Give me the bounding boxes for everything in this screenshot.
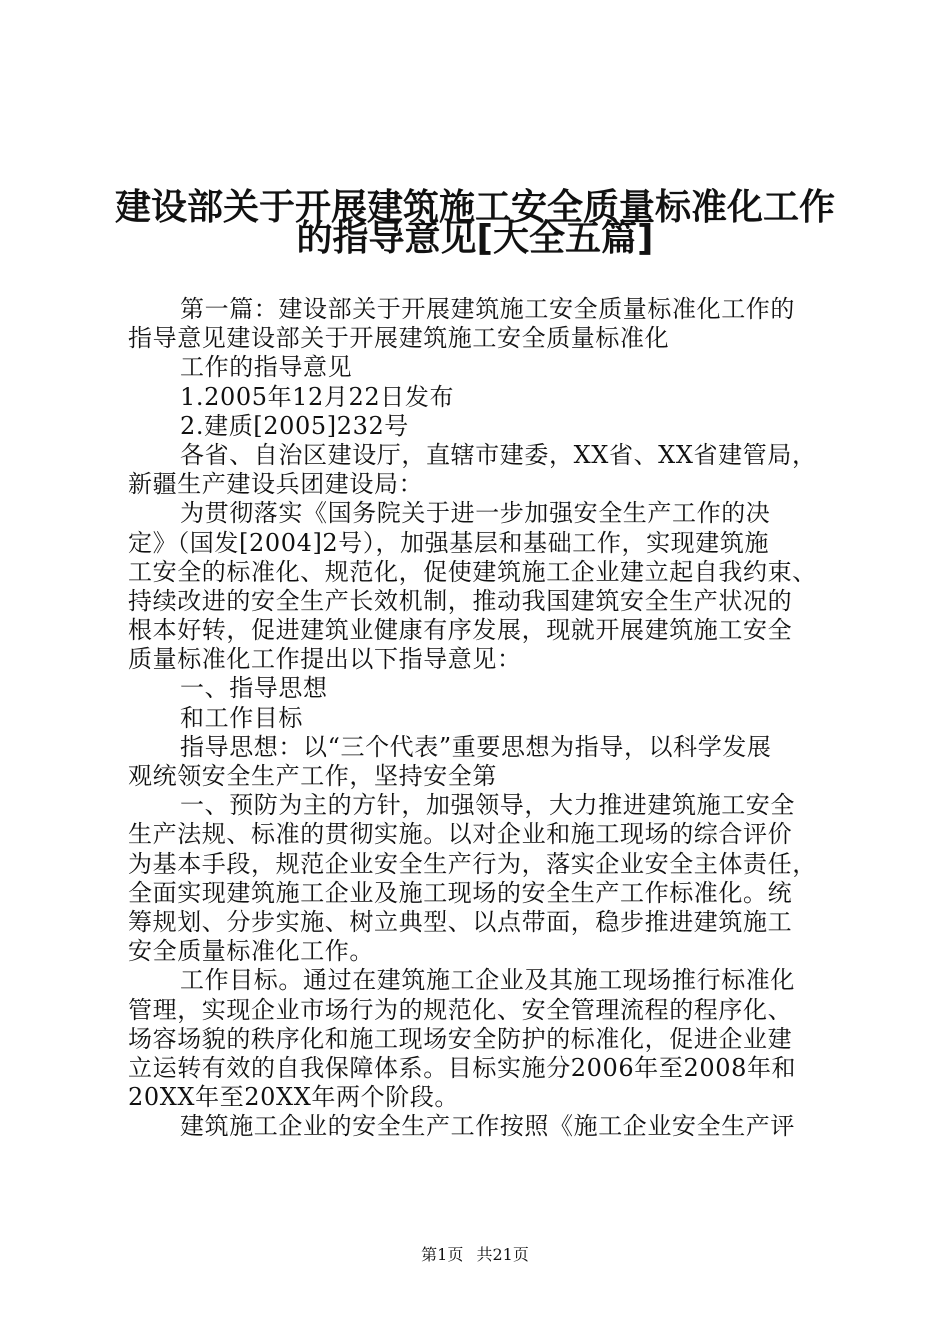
- body-line: 指导思想：以“三个代表”重要思想为指导，以科学发展: [180, 732, 772, 761]
- body-line: 1.2005年12月22日发布: [180, 382, 455, 411]
- body-line: 根本好转，促进建筑业健康有序发展，现就开展建筑施工安全: [128, 616, 793, 645]
- body-line: 筹规划、分步实施、树立典型、以点带面，稳步推进建筑施工: [128, 907, 793, 936]
- document-body: [128, 295, 832, 1141]
- body-line: 场容场貌的秩序化和施工现场安全防护的标准化，促进企业建: [128, 1024, 793, 1053]
- body-line: 为基本手段，规范企业安全生产行为，落实企业安全主体责任，: [128, 849, 817, 878]
- page-footer: [0, 1244, 950, 1266]
- body-line: 生产法规、标准的贯彻实施。以对企业和施工现场的综合评价: [128, 820, 793, 849]
- body-line: 安全质量标准化工作。: [128, 937, 374, 966]
- body-line: 立运转有效的自我保障体系。目标实施分2006年至2008年和: [128, 1053, 797, 1082]
- body-line: 指导意见建设部关于开展建筑施工安全质量标准化: [128, 324, 670, 353]
- document-title-line-2: 的指导意见[大全五篇]: [296, 218, 654, 259]
- body-line: 为贯彻落实《国务院关于进一步加强安全生产工作的决: [180, 499, 771, 528]
- body-line: 定》（国发[2004]2号），加强基层和基础工作，实现建筑施: [128, 528, 770, 557]
- body-line: 一、预防为主的方针，加强领导，大力推进建筑施工安全: [180, 791, 795, 820]
- page-number: 第1页: [421, 1245, 464, 1264]
- body-line: 和工作目标: [180, 703, 303, 732]
- body-line: 新疆生产建设兵团建设局：: [128, 470, 424, 499]
- document-title-line-1: 建设部关于开展建筑施工安全质量标准化工作: [114, 187, 835, 228]
- body-line: 工安全的标准化、规范化，促使建筑施工企业建立起自我约束、: [128, 557, 817, 586]
- body-line: 第一篇：建设部关于开展建筑施工安全质量标准化工作的: [180, 295, 795, 323]
- body-line: 一、指导思想: [180, 674, 328, 703]
- body-line: 持续改进的安全生产长效机制，推动我国建筑安全生产状况的: [128, 586, 793, 615]
- body-line: 工作的指导意见: [180, 353, 353, 382]
- body-line: 20XX年至20XX年两个阶段。: [128, 1083, 460, 1112]
- page-total: 共21页: [476, 1245, 529, 1264]
- body-line: 工作目标。通过在建筑施工企业及其施工现场推行标准化: [180, 966, 795, 995]
- body-line: 观统领安全生产工作，坚持安全第: [128, 762, 497, 790]
- body-line: 建筑施工企业的安全生产工作按照《施工企业安全生产评: [180, 1112, 795, 1141]
- body-line: 各省、自治区建设厅，直辖市建委，XX省、XX省建管局，: [180, 440, 817, 469]
- body-line: 全面实现建筑施工企业及施工现场的安全生产工作标准化。统: [128, 878, 793, 907]
- body-line: 2.建质[2005]232号: [180, 411, 409, 440]
- body-line: 质量标准化工作提出以下指导意见：: [128, 645, 522, 674]
- body-line: 管理，实现企业市场行为的规范化、安全管理流程的程序化、: [128, 995, 793, 1024]
